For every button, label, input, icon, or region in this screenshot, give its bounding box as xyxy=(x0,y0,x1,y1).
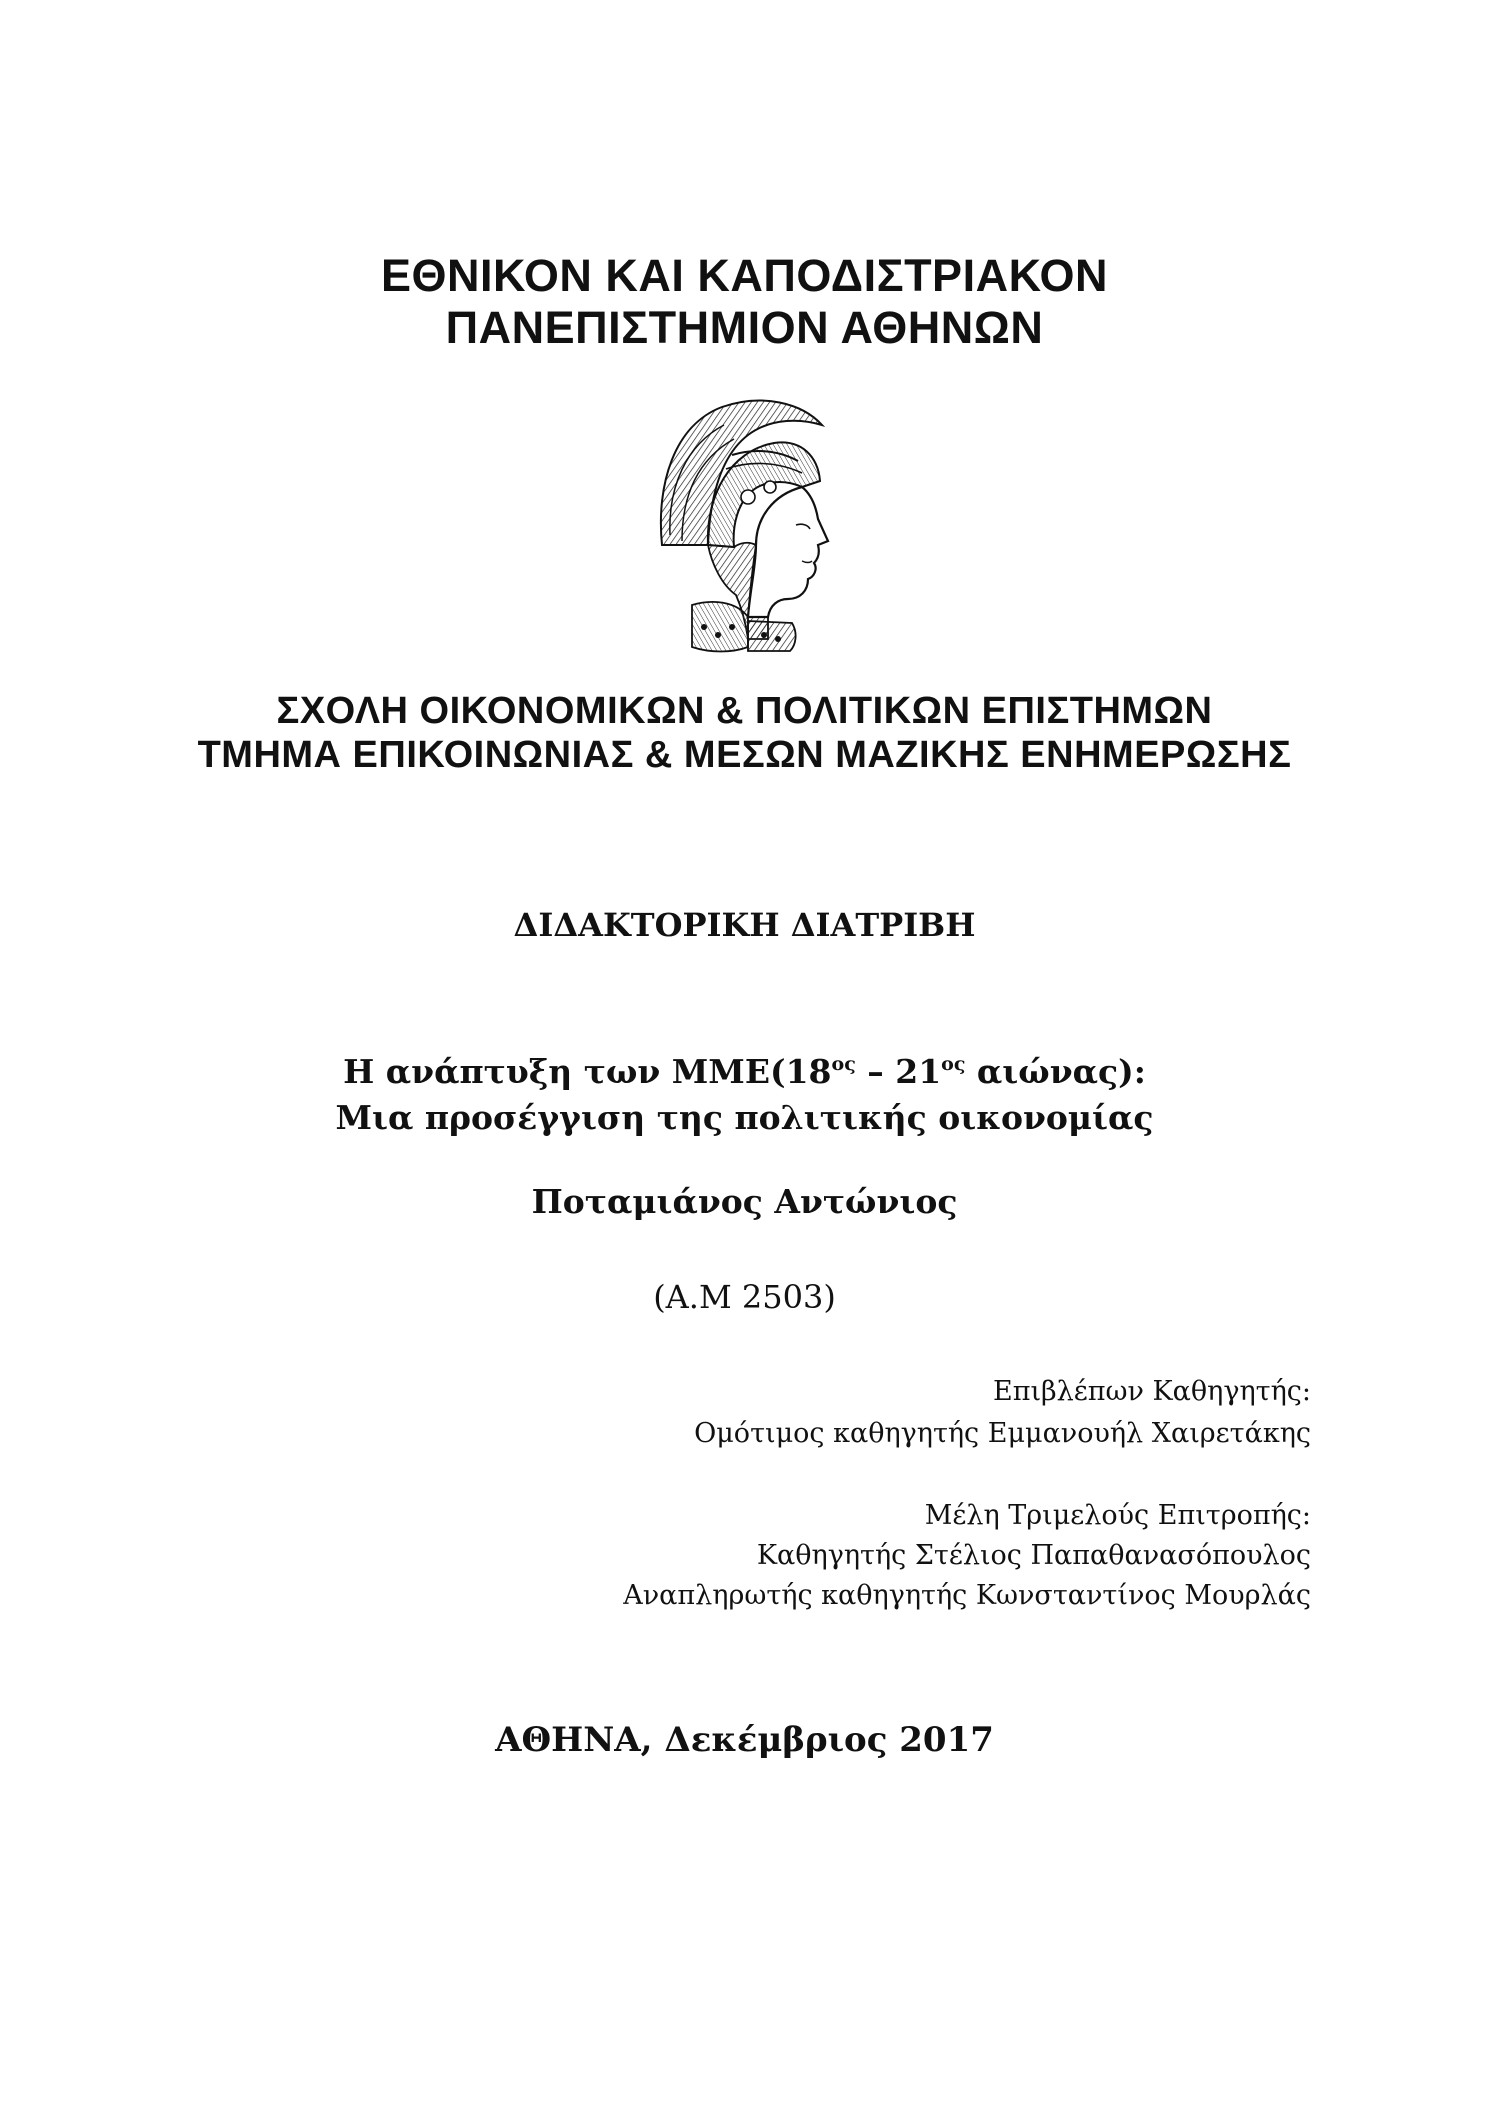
title-superscript: ος xyxy=(941,1053,966,1075)
university-name-line-1: ΕΘΝΙΚΟΝ ΚΑΙ ΚΑΠΟΔΙΣΤΡΙΑΚΟΝ xyxy=(380,250,1109,301)
department-name: ΤΜΗΜΑ ΕΠΙΚΟΙΝΩΝΙΑΣ & ΜΕΣΩΝ ΜΑΖΙΚΗΣ ΕΝΗΜΕΡΩΣΗΣ xyxy=(197,734,1292,776)
place-and-date: ΑΘΗΝΑ, Δεκέμβριος 2017 xyxy=(495,1720,994,1760)
title-segment: αιώνας): xyxy=(965,1052,1146,1091)
thesis-title-line-2: Μια προσέγγιση της πολιτικής οικονομίας xyxy=(335,1098,1154,1137)
school-name: ΣΧΟΛΗ ΟΙΚΟΝΟΜΙΚΩΝ & ΠΟΛΙΤΙΚΩΝ ΕΠΙΣΤΗΜΩΝ xyxy=(276,690,1213,732)
supervisor-name: Ομότιμος καθηγητής Εμμανουήλ Χαιρετάκης xyxy=(694,1418,1311,1449)
athena-head-emblem-icon xyxy=(652,395,836,657)
committee-label: Μέλη Τριμελούς Επιτροπής: xyxy=(924,1500,1311,1531)
document-type: ΔΙΔΑΚΤΟΡΙΚΗ ΔΙΑΤΡΙΒΗ xyxy=(513,906,976,944)
thesis-title-line-1 xyxy=(0,1052,1489,1091)
title-superscript: ος xyxy=(831,1053,856,1075)
committee-member: Καθηγητής Στέλιος Παπαθανασόπουλος xyxy=(756,1540,1311,1571)
title-segment: Η ανάπτυξη των ΜΜΕ(18 xyxy=(343,1052,832,1091)
registration-number: (Α.Μ 2503) xyxy=(653,1278,836,1316)
committee-member: Αναπληρωτής καθηγητής Κωνσταντίνος Μουρλάς xyxy=(623,1580,1311,1611)
university-name-line-2: ΠΑΝΕΠΙΣΤΗΜΙΟΝ ΑΘΗΝΩΝ xyxy=(445,302,1044,353)
author-name: Ποταμιάνος Αντώνιος xyxy=(531,1182,958,1221)
title-segment: – 21 xyxy=(855,1052,942,1091)
supervisor-label: Επιβλέπων Καθηγητής: xyxy=(993,1376,1311,1407)
